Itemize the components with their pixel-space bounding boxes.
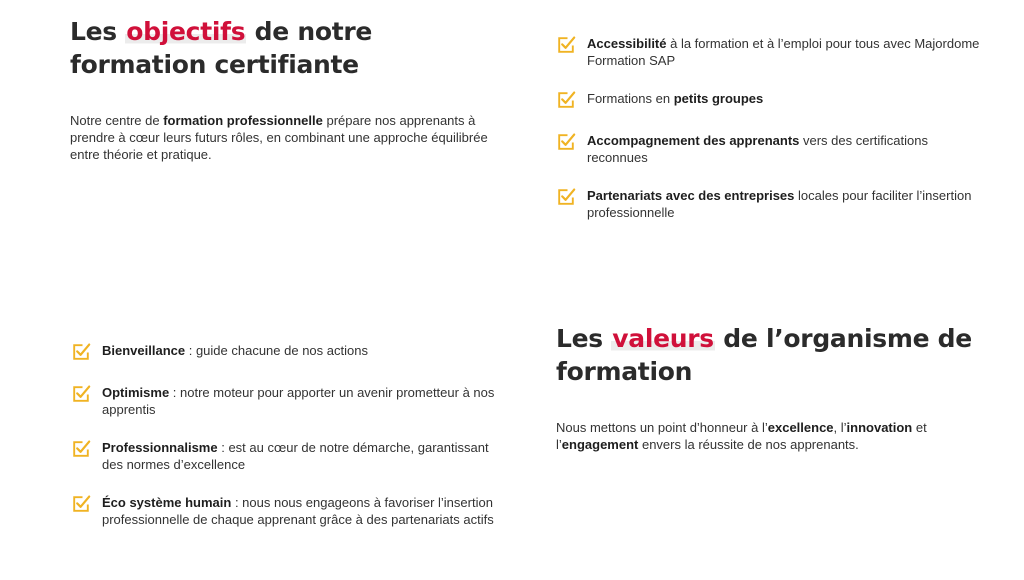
valeurs-list [71,342,511,528]
check-icon [71,439,91,459]
objectif-item-partenariats: Partenariats avec des entreprises locales pour faciliter l’insertion professionnelle [556,187,986,221]
check-icon [71,342,91,362]
valeur-item-optimisme: Optimisme : notre moteur pour apporter un avenir prometteur à nos apprentis [71,384,511,418]
valeurs-intro: Nous mettons un point d’honneur à l’excellence, l’innovation et l’engagement envers la réussite de nos apprenants. [556,420,927,452]
valeur-item-professionnalisme: Professionnalisme : est au cœur de notre démarche, garantissant des normes d’excellence [71,439,511,473]
check-icon [556,132,576,152]
valeur-item-bienveillance: Bienveillance : guide chacune de nos actions [71,342,511,359]
check-icon [556,90,576,110]
check-icon [71,494,91,514]
objectifs-intro: Notre centre de formation professionnelle prépare nos apprenants à prendre à cœur leurs futurs rôles, en combinant une approche équilibrée entre théorie et pratique. [70,113,488,162]
valeurs-title: Les valeurs de l’organisme de formation [556,324,972,386]
check-icon [71,384,91,404]
title-highlight: valeurs [612,324,714,353]
objectifs-heading-block [70,15,400,81]
valeurs-heading-block [556,322,986,388]
objectif-item-petits-groupes: Formations en petits groupes [556,90,986,107]
title-highlight: objectifs [126,17,246,46]
objectifs-list [556,35,986,221]
check-icon [556,35,576,55]
check-icon [556,187,576,207]
valeur-item-eco-systeme: Éco système humain : nous nous engageons à favoriser l’insertion professionnelle de chaque apprenant grâce à des partenariats actifs [71,494,511,528]
objectif-item-accompagnement: Accompagnement des apprenants vers des certifications reconnues [556,132,986,166]
objectifs-title: Les objectifs de notre formation certifiante [70,17,373,79]
objectif-item-accessibilite: Accessibilité à la formation et à l’emploi pour tous avec Majordome Formation SAP [556,35,986,69]
